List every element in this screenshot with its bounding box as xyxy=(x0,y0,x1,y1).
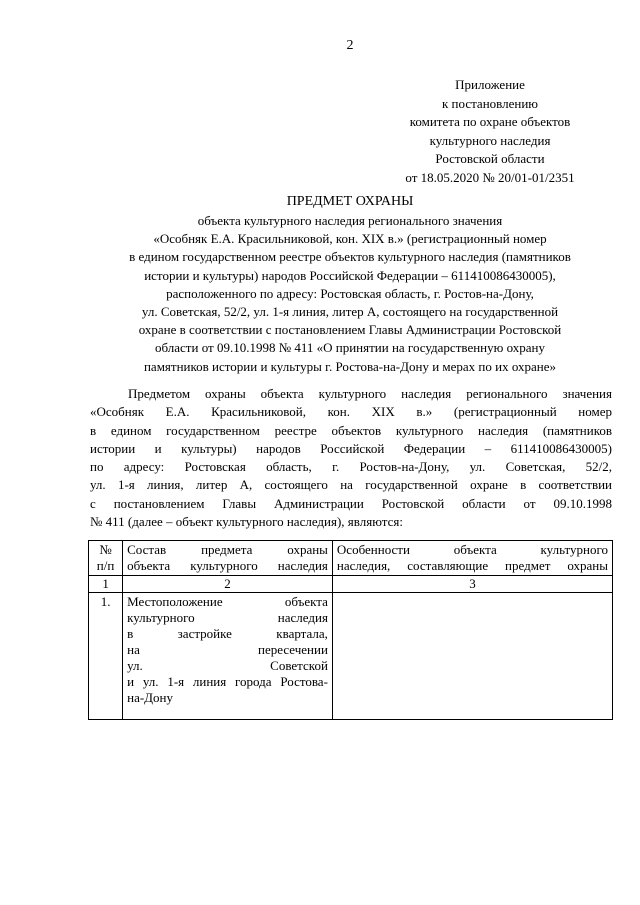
appendix-line: комитета по охране объектов xyxy=(409,114,571,129)
page-number: 2 xyxy=(346,38,354,53)
title-line: ул. Советская, 52/2, ул. 1-я линия, литер А, состоящего на государственной xyxy=(141,304,559,320)
header-number-line: № xyxy=(99,542,112,557)
protection-table xyxy=(88,540,613,720)
row-composition xyxy=(123,593,333,720)
cell-line: ул. Советской xyxy=(127,658,328,673)
body-paragraph xyxy=(90,385,612,531)
column-number: 2 xyxy=(123,576,333,593)
document-title xyxy=(90,192,610,376)
paragraph-line: с постановлением Главы Администрации Ростовской области от 09.10.1998 xyxy=(90,495,612,511)
cell-line: в застройке квартала, xyxy=(127,626,328,641)
paragraph-line: по адресу: Ростовская область, г. Ростов-на-Дону, ул. Советская, 52/2, xyxy=(90,459,612,475)
column-number: 3 xyxy=(332,576,612,593)
cell-line: на-Дону xyxy=(127,690,174,705)
header-composition-line: объекта культурного наследия xyxy=(127,558,328,573)
appendix-line: к постановлению xyxy=(441,95,539,111)
header-features xyxy=(332,541,612,576)
appendix-header xyxy=(380,76,600,187)
header-number xyxy=(89,541,123,576)
appendix-line: Приложение xyxy=(455,77,525,92)
paragraph-line: в едином государственном реестре объектов культурного наследия (памятников xyxy=(90,422,612,438)
title-line: охране в соответствии с постановлением Главы Администрации Ростовской xyxy=(138,322,562,338)
row-number: 1. xyxy=(89,593,123,720)
title-line: объекта культурного наследия регионального значения xyxy=(197,213,503,228)
column-number-row xyxy=(89,576,613,593)
cell-line: и ул. 1-я линия города Ростова- xyxy=(127,674,328,689)
header-features-line: наследия, составляющие предмет охраны xyxy=(336,558,608,573)
paragraph-line: Предметом охраны объекта культурного наследия регионального значения xyxy=(128,386,612,401)
cell-line: Местоположение объекта xyxy=(127,594,328,609)
header-composition xyxy=(123,541,333,576)
title-line: «Особняк Е.А. Красильниковой, кон. XIX в.» (регистрационный номер xyxy=(153,231,547,247)
title-line: в едином государственном реестре объектов культурного наследия (памятников xyxy=(129,249,571,265)
cell-line: культурного наследия xyxy=(127,610,328,625)
table-header-row xyxy=(89,541,613,576)
paragraph-line: истории и культуры) народов Российской Федерации – 611410086430005) xyxy=(90,440,612,456)
header-composition-line: Состав предмета охраны xyxy=(127,542,328,557)
paragraph-line: ул. 1-я линия, литер А, состоящего на государственной охране в соответствии xyxy=(90,477,612,493)
main-title: ПРЕДМЕТ ОХРАНЫ xyxy=(286,194,414,209)
title-line: области от 09.10.1998 № 411 «О принятии на государственную охрану xyxy=(154,340,545,356)
column-number: 1 xyxy=(89,576,123,593)
cell-line: на пересечении xyxy=(127,642,328,657)
header-number-line: п/п xyxy=(96,558,115,573)
appendix-line: культурного наследия xyxy=(429,132,551,148)
appendix-line: Ростовской области xyxy=(435,151,545,166)
table-row xyxy=(89,593,613,720)
appendix-line: от 18.05.2020 № 20/01-01/2351 xyxy=(405,169,575,185)
header-features-line: Особенности объекта культурного xyxy=(336,542,608,557)
title-line: истории и культуры) народов Российской Федерации – 611410086430005), xyxy=(144,267,556,283)
row-features xyxy=(332,593,612,720)
paragraph-line: № 411 (далее – объект культурного наследия), являются: xyxy=(90,514,403,530)
title-line: памятников истории и культуры г. Ростова-на-Дону и мерах по их охране» xyxy=(143,358,557,374)
paragraph-line: «Особняк Е.А. Красильниковой, кон. XIX в.» (регистрационный номер xyxy=(90,404,612,420)
title-line: расположенного по адресу: Ростовская область, г. Ростов-на-Дону, xyxy=(166,285,534,301)
